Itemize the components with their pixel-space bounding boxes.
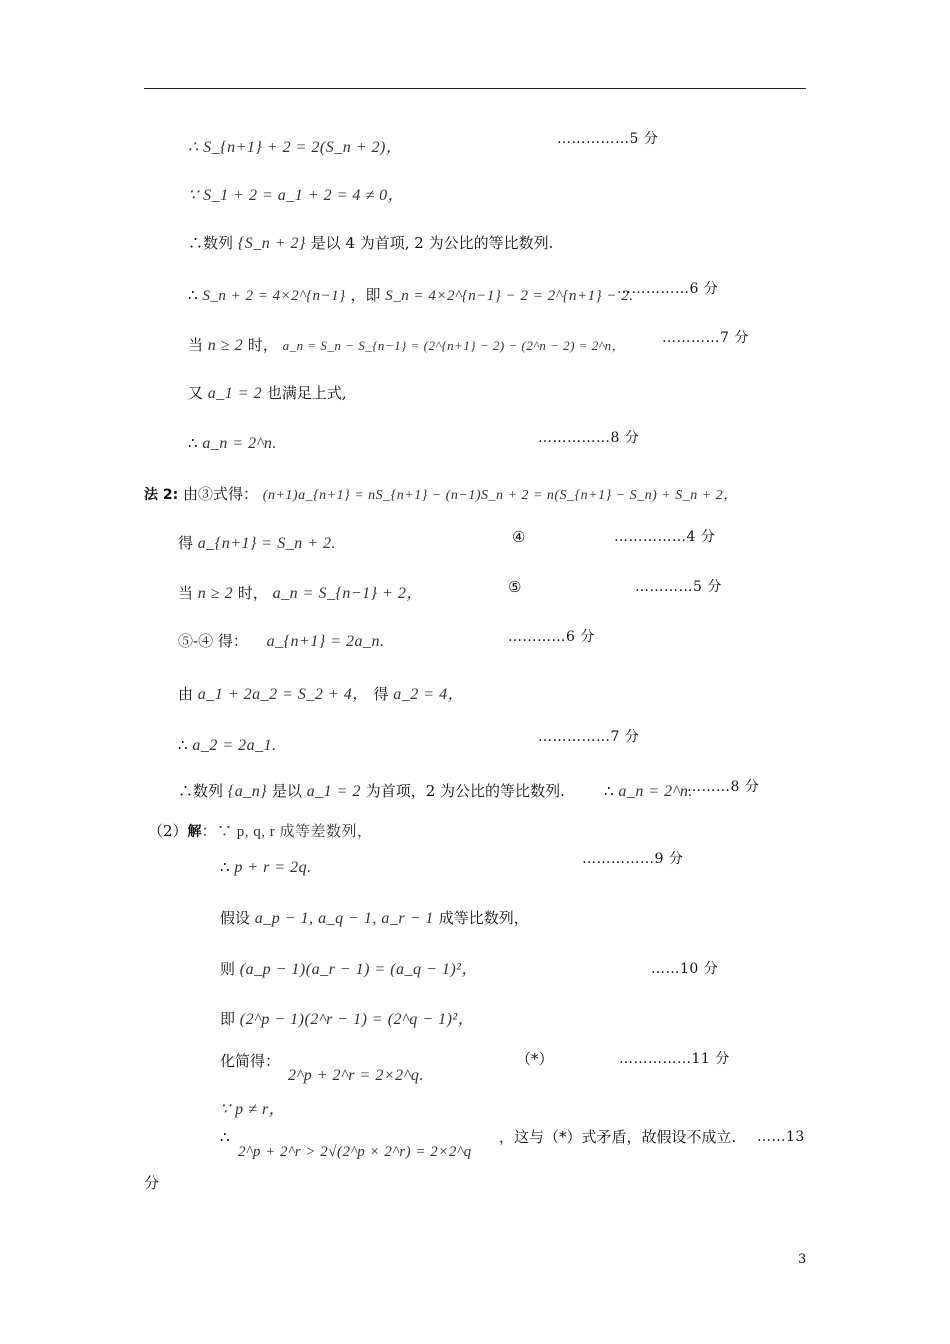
equation: {a_n} xyxy=(227,783,268,800)
text: 当 xyxy=(188,336,204,354)
equation: a_n = S_{n−1} + 2， xyxy=(272,585,423,602)
step-line-17 xyxy=(220,907,529,930)
score-marker: ……………5 分 xyxy=(557,131,659,147)
equation: a_2 = 4， xyxy=(393,686,465,703)
text: ，这与（*）式矛盾，故假设不成立. xyxy=(499,1128,737,1146)
text: 时， xyxy=(237,584,268,602)
equation-mark: ④ xyxy=(512,528,526,546)
text: 当 xyxy=(178,584,194,602)
step-line-2 xyxy=(188,184,404,207)
score-marker: ……………9 分 xyxy=(582,851,684,867)
equation: a_n = 2^n. xyxy=(202,435,277,452)
text: 得 xyxy=(373,685,389,703)
equation: (2^p − 1)(2^r − 1) = (2^q − 1)²， xyxy=(239,1011,475,1028)
step-line-19 xyxy=(220,1008,474,1031)
text: 成等比数列， xyxy=(438,909,529,927)
header-rule xyxy=(144,88,806,89)
text: 是以 4 为首项, 2 为公比的等比数列. xyxy=(310,234,554,252)
score-marker: ……10 分 xyxy=(651,961,719,977)
score-marker: ……………6 分 xyxy=(617,281,719,297)
equation: a_1 = 2 xyxy=(306,783,361,800)
step-line-14 xyxy=(178,780,565,803)
step-line-11 xyxy=(178,630,385,653)
step-line-3 xyxy=(188,232,553,255)
step-line-22-prefix xyxy=(220,1126,230,1148)
method-2-line xyxy=(144,483,738,507)
score-marker: …………6 分 xyxy=(508,629,595,645)
step-line-7 xyxy=(188,432,277,455)
score-marker: ……13 xyxy=(757,1129,805,1145)
equation: (a_p − 1)(a_r − 1) = (a_q − 1)²， xyxy=(239,961,478,978)
step-line-9 xyxy=(178,532,336,555)
part-2-line xyxy=(148,820,373,843)
step-line-20 xyxy=(220,1050,280,1072)
equation: p + r = 2q. xyxy=(234,859,312,876)
equation: {S_n + 2} xyxy=(237,235,306,252)
text: 分 xyxy=(144,1174,160,1192)
score-marker: ……………11 分 xyxy=(619,1051,730,1067)
part-label: （2） xyxy=(148,822,188,840)
text: ∴ xyxy=(188,434,198,452)
step-line-20-equation xyxy=(288,1064,424,1087)
text: ∴数列 xyxy=(188,234,234,252)
text: ⑤-④ 得： xyxy=(178,632,248,650)
text: 则 xyxy=(220,960,236,978)
step-line-22-equation xyxy=(238,1140,472,1163)
step-line-23 xyxy=(144,1172,159,1194)
equation: S_n + 2 = 4×2^{n−1} xyxy=(202,288,346,304)
score-marker: …………7 分 xyxy=(662,330,749,346)
text: ，即 xyxy=(350,286,381,304)
step-line-16 xyxy=(220,856,312,879)
step-line-6 xyxy=(188,382,347,405)
equation: a_1 = 2 xyxy=(207,385,263,402)
score-marker: ……………7 分 xyxy=(538,729,640,745)
text: ∴ xyxy=(220,1128,230,1146)
text: 时， xyxy=(247,336,278,354)
step-line-18 xyxy=(220,958,478,981)
step-line-12 xyxy=(178,683,464,706)
equation: ∴ S_{n+1} + 2 = 2(S_n + 2)， xyxy=(188,139,403,156)
equation: a_2 = 2a_1. xyxy=(192,737,277,754)
equation: a_{n+1} = S_n + 2. xyxy=(197,535,336,552)
text: 由 xyxy=(178,685,194,703)
text: ∴ xyxy=(178,736,188,754)
score-marker: ………8 分 xyxy=(687,779,760,795)
method-label: 法 2: xyxy=(144,487,179,503)
text: ∴ xyxy=(188,286,198,304)
text: 由③式得： xyxy=(183,485,259,503)
solution-label: 解 xyxy=(187,824,202,840)
text: 即 xyxy=(220,1010,236,1028)
step-line-1 xyxy=(188,136,402,159)
text: 化简得： xyxy=(220,1052,281,1070)
step-line-13 xyxy=(178,734,277,757)
score-marker: ……………8 分 xyxy=(538,430,640,446)
score-marker: …………5 分 xyxy=(635,579,722,595)
equation: a_n = S_n − S_{n−1} = (2^{n+1} − 2) − (2^n − 2) = 2^n， xyxy=(282,338,626,353)
equation: a_{n+1} = 2a_n. xyxy=(266,633,385,650)
equation: 2^p + 2^r = 2×2^q. xyxy=(288,1067,424,1084)
equation: S_n = 4×2^{n−1} − 2 = 2^{n+1} − 2. xyxy=(385,288,634,304)
text: ∴数列 xyxy=(178,782,224,800)
page-number: 3 xyxy=(798,1252,807,1267)
equation-mark: （*） xyxy=(516,1050,554,1068)
step-line-10 xyxy=(178,582,423,605)
equation-mark: ⑤ xyxy=(508,578,522,596)
step-line-14-tail xyxy=(604,780,693,803)
text: 得 xyxy=(178,534,194,552)
text: 又 xyxy=(188,384,204,402)
equation: ∵ p ≠ r， xyxy=(220,1101,286,1118)
step-line-22-text xyxy=(499,1126,736,1148)
step-line-21 xyxy=(220,1098,285,1121)
step-line-4 xyxy=(188,284,634,307)
equation: ∵ S_1 + 2 = a_1 + 2 = 4 ≠ 0， xyxy=(188,187,405,204)
equation: n ≥ 2 xyxy=(197,585,234,602)
score-marker: ……………4 分 xyxy=(614,529,716,545)
equation: 2^p + 2^r > 2√(2^p × 2^r) = 2×2^q xyxy=(238,1144,472,1160)
text: 是以 xyxy=(271,782,302,800)
equation: a_p − 1, a_q − 1, a_r − 1 xyxy=(254,910,434,927)
equation: (n+1)a_{n+1} = nS_{n+1} − (n−1)S_n + 2 = n(S_{n+1} − S_n) + S_n + 2， xyxy=(262,488,738,503)
text: 也满足上式, xyxy=(266,384,347,402)
equation: a_n = 2^n. xyxy=(618,783,693,800)
equation: n ≥ 2 xyxy=(207,337,244,354)
text: ∴ xyxy=(220,858,230,876)
text: ∴ xyxy=(604,782,614,800)
text: 假设 xyxy=(220,909,251,927)
equation: a_1 + 2a_2 = S_2 + 4， xyxy=(197,686,369,703)
text: ：∵ p, q, r 成等差数列， xyxy=(201,824,373,840)
step-line-5 xyxy=(188,334,625,357)
text: 为首项，2 为公比的等比数列. xyxy=(365,782,565,800)
